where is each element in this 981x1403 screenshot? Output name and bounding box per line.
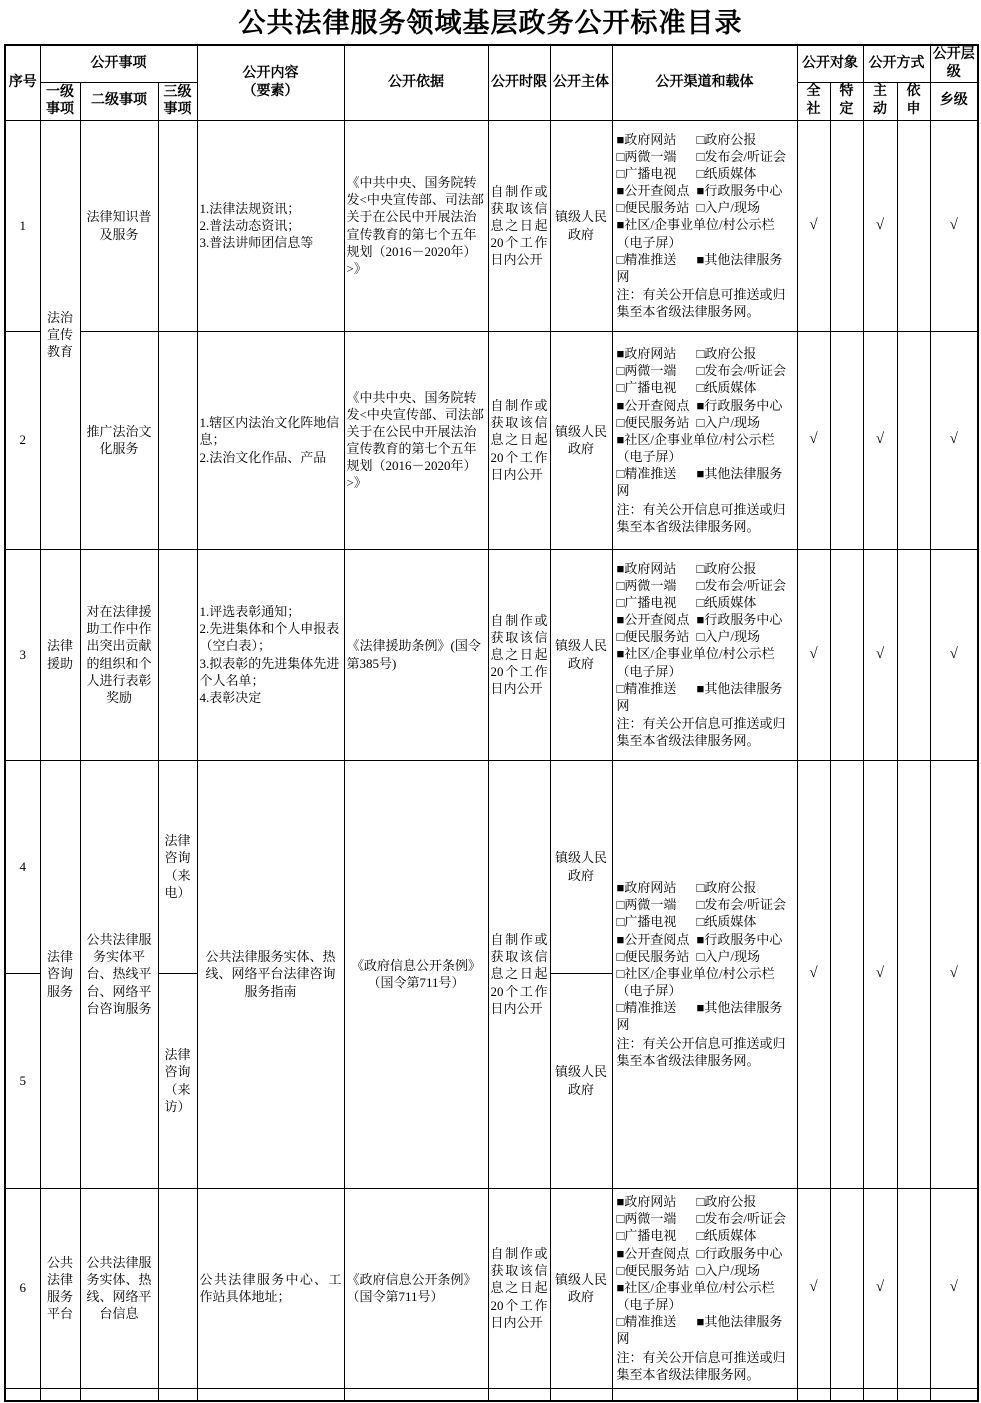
cell-method-on-application-empty (897, 120, 930, 331)
channel-line (617, 431, 795, 465)
cell-level3-item (158, 1188, 197, 1388)
cell-disclosure-basis: 《政府信息公开条例》（国令第711号） (344, 760, 488, 1188)
cell-method-active-checkmark: √ (863, 331, 897, 549)
content-line: 3.拟表彰的先进集体先进个人名单； (199, 655, 340, 688)
cell-level-township-checkmark: √ (930, 549, 978, 760)
cell-channels (612, 1188, 797, 1388)
col-header-serial: 序号 (5, 45, 40, 120)
channel-unchecked-2: □两微一端 (616, 897, 677, 913)
table-row (5, 1188, 978, 1388)
cell-time-limit: 自制作或获取该信息之日起20个工作日内公开 (488, 331, 550, 549)
col-header-method: 公开方式 (863, 45, 930, 82)
cell-level-township-checkmark: √ (930, 1188, 978, 1388)
channel-unchecked-4: □广播电视 (616, 1228, 677, 1244)
cell-level-township-checkmark: √ (930, 331, 978, 549)
cell-disclosure-content (197, 549, 344, 760)
channel-checked-7: ■行政服务中心 (696, 397, 783, 413)
cell-channels-empty (612, 1388, 797, 1401)
cell-disclosure-subject: 镇级人民政府 (550, 760, 612, 973)
col-header-content-line2: （要素） (242, 83, 299, 99)
channel-unchecked-8: □便民服务站 (616, 414, 690, 430)
cell-method-on-application-empty (897, 1188, 930, 1388)
standards-catalog-table (4, 44, 979, 1402)
content-line: 1.法律法规资讯； (199, 200, 301, 216)
cell-disclosure-subject: 镇级人民政府 (550, 973, 612, 1188)
cell-level2-item: 推广法治文化服务 (80, 331, 158, 549)
channel-line (617, 465, 795, 499)
col-header-level3: 三级事项 (158, 82, 197, 120)
channel-line (617, 397, 795, 414)
content-line: 公共法律服务实体、热线、网络平台法律咨询服务指南 (205, 949, 336, 999)
channel-line (617, 1313, 795, 1347)
channel-note: 注：有关公开信息可推送或归集至本省级法律服务网。 (616, 501, 786, 534)
cell-level-township-empty (930, 1388, 978, 1401)
cell-disclosure-content (197, 760, 344, 1188)
channel-checked-0: ■政府网站 (616, 560, 677, 576)
channel-unchecked-4: □广播电视 (616, 914, 677, 930)
channel-unchecked-9: □入户/现场 (696, 948, 760, 964)
channel-unchecked-11: □精准推送 (616, 466, 677, 482)
channel-checked-12: ■其他法律服务网 (616, 466, 783, 499)
channel-unchecked-11: □精准推送 (616, 680, 677, 696)
cell-target-specific-empty (830, 120, 863, 331)
cell-disclosure-subject: 镇级人民政府 (550, 120, 612, 331)
channel-unchecked-9: □入户/现场 (696, 1262, 760, 1278)
cell-serial-number-empty (5, 1388, 40, 1401)
col-header-level1: 一级事项 (40, 82, 80, 120)
table-body (5, 120, 978, 1401)
channel-line (617, 1193, 795, 1210)
cell-target-all-society-checkmark: √ (797, 760, 830, 1188)
channel-checked-0: ■政府网站 (616, 880, 677, 896)
cell-method-active-checkmark: √ (863, 549, 897, 760)
cell-level1-item: 法治宣传教育 (40, 120, 80, 549)
cell-method-on-application-empty (897, 1388, 930, 1401)
cell-method-active-checkmark: √ (863, 760, 897, 1188)
channel-unchecked-5: □纸质媒体 (696, 914, 757, 930)
channel-line (617, 182, 795, 199)
cell-target-all-society-checkmark: √ (797, 331, 830, 549)
cell-disclosure-subject: 镇级人民政府 (550, 1188, 612, 1388)
channel-line (617, 611, 795, 628)
cell-target-specific-empty (830, 1188, 863, 1388)
channel-line (617, 251, 795, 285)
content-line: 2.法治文化作品、产品 (199, 449, 327, 465)
cell-target-all-society-empty (797, 1388, 830, 1401)
col-header-method-active-label: 主动 (873, 83, 888, 117)
cell-target-all-society-checkmark: √ (797, 549, 830, 760)
channel-checked-0: ■政府网站 (616, 131, 677, 147)
channel-unchecked-4: □广播电视 (616, 380, 677, 396)
col-header-target-all (797, 82, 830, 120)
channel-unchecked-2: □两微一端 (616, 363, 677, 379)
channel-unchecked-8: □便民服务站 (616, 948, 690, 964)
col-header-subject: 公开主体 (550, 45, 612, 120)
channel-unchecked-9: □入户/现场 (696, 414, 760, 430)
channel-line (617, 379, 795, 396)
channel-unchecked-1: □政府公报 (696, 346, 757, 362)
cell-level1-item: 法律援助 (40, 549, 80, 760)
channel-checked-6: ■公开查阅点 (616, 397, 690, 413)
channel-checked-7: ■行政服务中心 (696, 183, 783, 199)
content-line: 2.普法动态资讯； (199, 217, 301, 233)
channel-checked-10: ■社区/企事业单位/村公示栏（电子屏） (616, 646, 775, 679)
channel-note: 注：有关公开信息可推送或归集至本省级法律服务网。 (616, 287, 786, 320)
col-header-level: 公开层级 (930, 45, 978, 82)
cell-channels (612, 120, 797, 331)
channel-line (617, 362, 795, 379)
channel-line (617, 199, 795, 216)
cell-disclosure-subject: 镇级人民政府 (550, 331, 612, 549)
channel-line (617, 1279, 795, 1313)
cell-level3-item (158, 331, 197, 549)
cell-channels (612, 760, 797, 1188)
cell-channels (612, 549, 797, 760)
col-header-method-apply (897, 82, 930, 120)
cell-target-specific-empty (830, 331, 863, 549)
cell-disclosure-basis-empty (344, 1388, 488, 1401)
cell-target-specific-empty (830, 760, 863, 1188)
channel-line (617, 1210, 795, 1227)
col-header-target-all-label: 全社 (806, 83, 821, 117)
cell-time-limit: 自制作或获取该信息之日起20个工作日内公开 (488, 120, 550, 331)
cell-level1-item: 公共法律服务平台 (40, 1188, 80, 1388)
channel-unchecked-4: □广播电视 (616, 594, 677, 610)
col-header-method-active (863, 82, 897, 120)
channel-unchecked-3: □发布会/听证会 (696, 148, 786, 164)
channel-line (617, 1227, 795, 1244)
col-header-target-specific (830, 82, 863, 120)
content-line: 公共法律服务中心、工作站具体地址； (199, 1271, 342, 1304)
channel-unchecked-11: □精准推送 (616, 251, 677, 267)
channel-unchecked-3: □发布会/听证会 (696, 577, 786, 593)
channel-unchecked-5: □纸质媒体 (696, 165, 757, 181)
channel-unchecked-3: □发布会/听证会 (696, 363, 786, 379)
channel-line (617, 948, 795, 965)
col-header-time-limit: 公开时限 (488, 45, 550, 120)
cell-disclosure-subject: 镇级人民政府 (550, 549, 612, 760)
channel-line (617, 414, 795, 431)
cell-serial-number: 5 (5, 973, 40, 1188)
channel-unchecked-2: □两微一端 (616, 577, 677, 593)
cell-method-active-checkmark: √ (863, 1188, 897, 1388)
channel-checked-6: ■公开查阅点 (616, 1245, 690, 1261)
channel-line (617, 913, 795, 930)
col-header-target: 公开对象 (797, 45, 863, 82)
content-line: 3.普法讲师团信息等 (199, 235, 314, 251)
channel-line (617, 148, 795, 165)
channel-line (617, 577, 795, 594)
content-line: 2.先进集体和个人申报表（空白表）； (199, 621, 340, 654)
channel-line (617, 999, 795, 1033)
cell-time-limit: 自制作或获取该信息之日起20个工作日内公开 (488, 1188, 550, 1388)
col-header-matters: 公开事项 (40, 45, 197, 82)
channel-checked-6: ■公开查阅点 (616, 183, 690, 199)
channel-unchecked-8: □便民服务站 (616, 629, 690, 645)
channel-unchecked-3: □发布会/听证会 (696, 1211, 786, 1227)
cell-level-township-checkmark: √ (930, 760, 978, 1188)
channel-line (617, 628, 795, 645)
channel-unchecked-2: □两微一端 (616, 148, 677, 164)
channel-checked-12: ■其他法律服务网 (616, 680, 783, 713)
col-header-basis: 公开依据 (344, 45, 488, 120)
channel-unchecked-5: □纸质媒体 (696, 594, 757, 610)
cell-level3-item (158, 120, 197, 331)
cell-level2-item: 公共法律服务实体平台、热线平台、网络平台咨询服务 (80, 760, 158, 1188)
cell-time-limit: 自制作或获取该信息之日起20个工作日内公开 (488, 760, 550, 1188)
channel-note: 注：有关公开信息可推送或归集至本省级法律服务网。 (616, 1349, 786, 1382)
cell-target-all-society-checkmark: √ (797, 1188, 830, 1388)
channel-unchecked-10: □社区/企事业单位/村公示栏（电子屏） (616, 965, 775, 999)
cell-level2-item: 法律知识普及服务 (80, 120, 158, 331)
channel-line (617, 680, 795, 714)
channel-line (617, 165, 795, 182)
table-row (5, 331, 978, 549)
cell-serial-number: 6 (5, 1188, 40, 1388)
channel-unchecked-1: □政府公报 (696, 880, 757, 896)
channel-unchecked-1: □政府公报 (696, 560, 757, 576)
channel-line (617, 131, 795, 148)
cell-disclosure-content-empty (197, 1388, 344, 1401)
col-header-level2: 二级事项 (80, 82, 158, 120)
cell-method-active-empty (863, 1388, 897, 1401)
cell-level3-item (158, 549, 197, 760)
channel-unchecked-3: □发布会/听证会 (696, 897, 786, 913)
channel-unchecked-8: □便民服务站 (616, 200, 690, 216)
channel-checked-12: ■其他法律服务网 (616, 1314, 783, 1347)
channel-checked-10: ■社区/企事业单位/村公示栏（电子屏） (616, 217, 775, 250)
channel-unchecked-5: □纸质媒体 (696, 1228, 757, 1244)
cell-disclosure-basis: 《政府信息公开条例》（国令第711号） (344, 1188, 488, 1388)
cell-disclosure-content (197, 1188, 344, 1388)
cell-channels (612, 331, 797, 549)
table-row (5, 549, 978, 760)
cell-level2-item: 对在法律援助工作中作出突出贡献的组织和个人进行表彰奖励 (80, 549, 158, 760)
cell-disclosure-basis: 《中共中央、国务院转发<中央宣传部、司法部关于在公民中开展法治宣传教育的第七个五年规划（2016－2020年）>》 (344, 331, 488, 549)
channel-checked-6: ■公开查阅点 (616, 612, 690, 628)
channel-unchecked-9: □入户/现场 (696, 200, 760, 216)
content-line: 1.辖区内法治文化阵地信息； (199, 415, 340, 448)
channel-unchecked-1: □政府公报 (696, 131, 757, 147)
cell-method-on-application-empty (897, 549, 930, 760)
channel-note: 注：有关公开信息可推送或归集至本省级法律服务网。 (616, 1035, 786, 1068)
channel-unchecked-7: □行政服务中心 (696, 1245, 783, 1261)
channel-unchecked-8: □便民服务站 (616, 1262, 690, 1278)
cell-serial-number: 2 (5, 331, 40, 549)
cell-target-specific-empty (830, 549, 863, 760)
cell-level1-item-empty (40, 1388, 80, 1401)
cell-level3-item: 法律咨询（来电） (158, 760, 197, 973)
table-row (5, 120, 978, 331)
content-line: 1.评选表彰通知； (199, 604, 301, 620)
channel-unchecked-5: □纸质媒体 (696, 380, 757, 396)
channel-line (617, 879, 795, 896)
page-title: 公共法律服务领域基层政务公开标准目录 (238, 8, 743, 38)
channel-checked-6: ■公开查阅点 (616, 931, 690, 947)
cell-level-township-checkmark: √ (930, 120, 978, 331)
col-header-channels: 公开渠道和载体 (612, 45, 797, 120)
cell-method-on-application-empty (897, 331, 930, 549)
channel-line (617, 1245, 795, 1262)
cell-disclosure-subject-empty (550, 1388, 612, 1401)
cell-level2-item: 公共法律服务实体、热线、网络平台信息 (80, 1188, 158, 1388)
channel-unchecked-1: □政府公报 (696, 1194, 757, 1210)
channel-checked-0: ■政府网站 (616, 346, 677, 362)
table-row (5, 760, 978, 973)
cell-disclosure-basis: 《法律援助条例》(国令第385号) (344, 549, 488, 760)
table-row-partial (5, 1388, 978, 1401)
cell-disclosure-basis: 《中共中央、国务院转发<中央宣传部、司法部关于在公民中开展法治宣传教育的第七个五年规划（2016－2020年）>》 (344, 120, 488, 331)
channel-note: 注：有关公开信息可推送或归集至本省级法律服务网。 (616, 716, 786, 749)
channel-unchecked-2: □两微一端 (616, 1211, 677, 1227)
cell-serial-number: 4 (5, 760, 40, 973)
cell-time-limit-empty (488, 1388, 550, 1401)
channel-line (617, 931, 795, 948)
cell-disclosure-content (197, 331, 344, 549)
channel-line (617, 645, 795, 679)
col-header-target-specific-label: 特定 (839, 83, 854, 117)
cell-target-specific-empty (830, 1388, 863, 1401)
cell-serial-number: 3 (5, 549, 40, 760)
channel-checked-10: ■社区/企事业单位/村公示栏（电子屏） (616, 431, 775, 465)
channel-checked-10: ■社区/企事业单位/村公示栏（电子屏） (616, 1279, 775, 1313)
cell-target-all-society-checkmark: √ (797, 120, 830, 331)
cell-level2-item-empty (80, 1388, 158, 1401)
channel-checked-7: ■行政服务中心 (696, 931, 783, 947)
col-header-level-township: 乡级 (930, 82, 978, 120)
channel-checked-0: ■政府网站 (616, 1194, 677, 1210)
channel-line (617, 216, 795, 250)
cell-serial-number: 1 (5, 120, 40, 331)
cell-disclosure-content (197, 120, 344, 331)
channel-line (617, 345, 795, 362)
channel-unchecked-4: □广播电视 (616, 165, 677, 181)
channel-unchecked-9: □入户/现场 (696, 629, 760, 645)
cell-method-active-checkmark: √ (863, 120, 897, 331)
channel-checked-12: ■其他法律服务网 (616, 251, 783, 284)
channel-unchecked-11: □精准推送 (616, 1314, 677, 1330)
channel-checked-7: ■行政服务中心 (696, 612, 783, 628)
channel-line (617, 560, 795, 577)
channel-line (617, 965, 795, 999)
cell-level1-item: 法律咨询服务 (40, 760, 80, 1188)
cell-method-on-application-empty (897, 760, 930, 1188)
cell-level3-item-empty (158, 1388, 197, 1401)
channel-line (617, 594, 795, 611)
channel-checked-12: ■其他法律服务网 (616, 1000, 783, 1033)
col-header-content (197, 45, 344, 120)
col-header-method-apply-label: 依申 (906, 83, 921, 117)
channel-unchecked-11: □精准推送 (616, 1000, 677, 1016)
channel-line (617, 896, 795, 913)
cell-time-limit: 自制作或获取该信息之日起20个工作日内公开 (488, 549, 550, 760)
channel-line (617, 1262, 795, 1279)
cell-level3-item: 法律咨询（来访） (158, 973, 197, 1188)
content-line: 4.表彰决定 (199, 689, 262, 705)
col-header-content-line1: 公开内容 (242, 66, 299, 82)
